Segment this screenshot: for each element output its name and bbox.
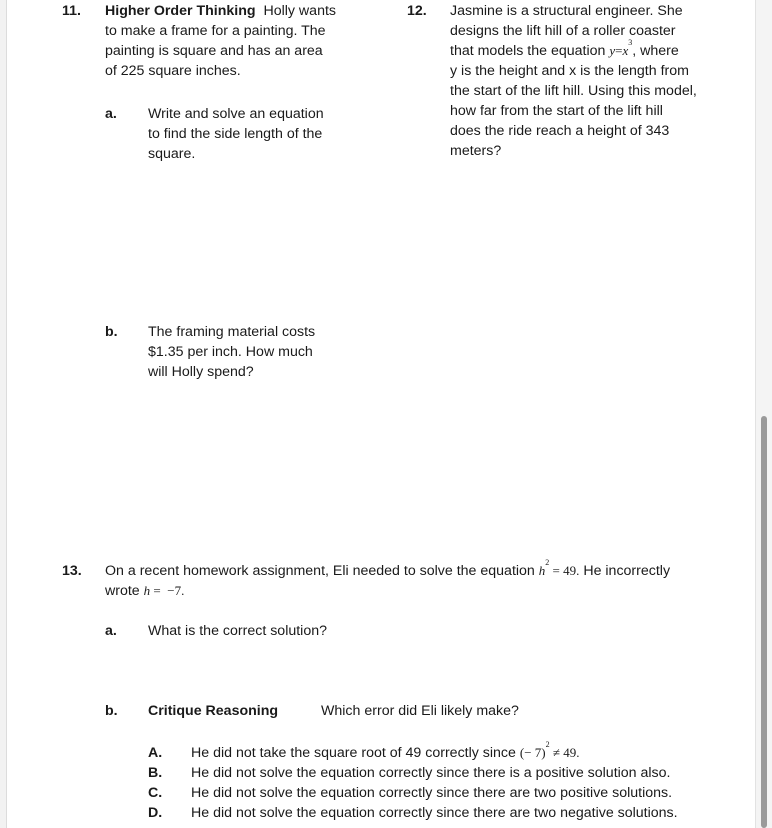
eq-exponent: 3 [628,38,633,47]
eq-exponent: 2 [545,740,550,749]
q11a-text [148,104,324,164]
eq-var-h: h [538,563,546,578]
q11b-text [148,322,315,382]
q12-line: Jasmine is a structural engineer. She [450,3,683,19]
eq-var-y: y [609,43,616,58]
q11-title: Higher Order Thinking [105,3,256,19]
choice-d-text: He did not solve the equation correctly since there are two negative solutions. [191,805,678,821]
q12-line [450,38,697,61]
eq-rhs: ≠ 49. [552,745,580,760]
q13-line-text: On a recent homework assignment, Eli needed to solve the equation [105,563,535,579]
choice-a-equation [519,740,580,760]
choice-letter: B. [148,765,163,781]
eq-exponent: 2 [545,558,550,567]
q11-line-text: Holly wants [263,3,336,19]
q13-line [105,558,671,581]
q13-equation-1 [538,558,580,578]
q11a-label: a. [105,106,117,122]
q11a-line: Write and solve an equation [148,106,324,122]
eq-rhs: = −7. [153,583,185,598]
q13-equation-2 [144,583,185,598]
q12-line-text: , where [632,43,679,59]
q11-number: 11. [62,3,81,19]
q11-line: painting is square and has an area [105,43,323,59]
q11b-line: The framing material costs [148,324,316,340]
eq-equals: = [615,43,623,58]
q11-line: to make a frame for a painting. The [105,23,326,39]
q13-line-text: wrote [105,583,140,599]
q13-line-text: He incorrectly [583,563,671,579]
q12-equation [609,38,633,58]
eq-base: (− 7) [519,745,546,760]
q11b-line: $1.35 per inch. How much [148,344,313,360]
q12-line: designs the lift hill of a roller coaster [450,23,676,39]
eq-rhs: = 49. [552,563,580,578]
q12-line: how far from the start of the lift hill [450,103,663,119]
q11-stem [105,1,336,81]
q12-line: the start of the lift hill. Using this model, [450,83,697,99]
q12-number: 12. [407,3,427,19]
q11-line: of 225 square inches. [105,63,241,79]
choice-a-text [191,740,580,763]
q13-number: 13. [62,563,82,579]
choice-text: He did not take the square root of 49 correctly since [191,745,516,761]
q12-line: meters? [450,143,502,159]
q13-stem [105,558,671,601]
q12-line-text: that models the equation [450,43,606,59]
q13a-text: What is the correct solution? [148,623,327,639]
scrollbar-thumb[interactable] [761,416,767,828]
q11a-line: square. [148,146,196,162]
choice-b-text: He did not solve the equation correctly since there is a positive solution also. [191,765,671,781]
eq-var-h: h [143,583,151,598]
q13b-title: Critique Reasoning [148,703,279,719]
q13-line [105,581,670,601]
choice-letter: D. [148,805,163,821]
q11b-line: will Holly spend? [148,364,254,380]
q11-line [105,1,336,21]
eq-var-x: x [622,43,629,58]
choice-letter: A. [148,745,163,761]
q12-line: y is the height and x is the length from [450,63,689,79]
choice-letter: C. [148,785,163,801]
q11a-line: to find the side length of the [148,126,323,142]
left-page-border [0,0,7,828]
q13a-label: a. [105,623,117,639]
q13b-text: Which error did Eli likely make? [321,703,519,719]
q12-line: does the ride reach a height of 343 [450,123,670,139]
q13b-label: b. [105,703,118,719]
q12-stem [450,1,697,161]
choice-c-text: He did not solve the equation correctly since there are two positive solutions. [191,785,673,801]
q11b-label: b. [105,324,118,340]
